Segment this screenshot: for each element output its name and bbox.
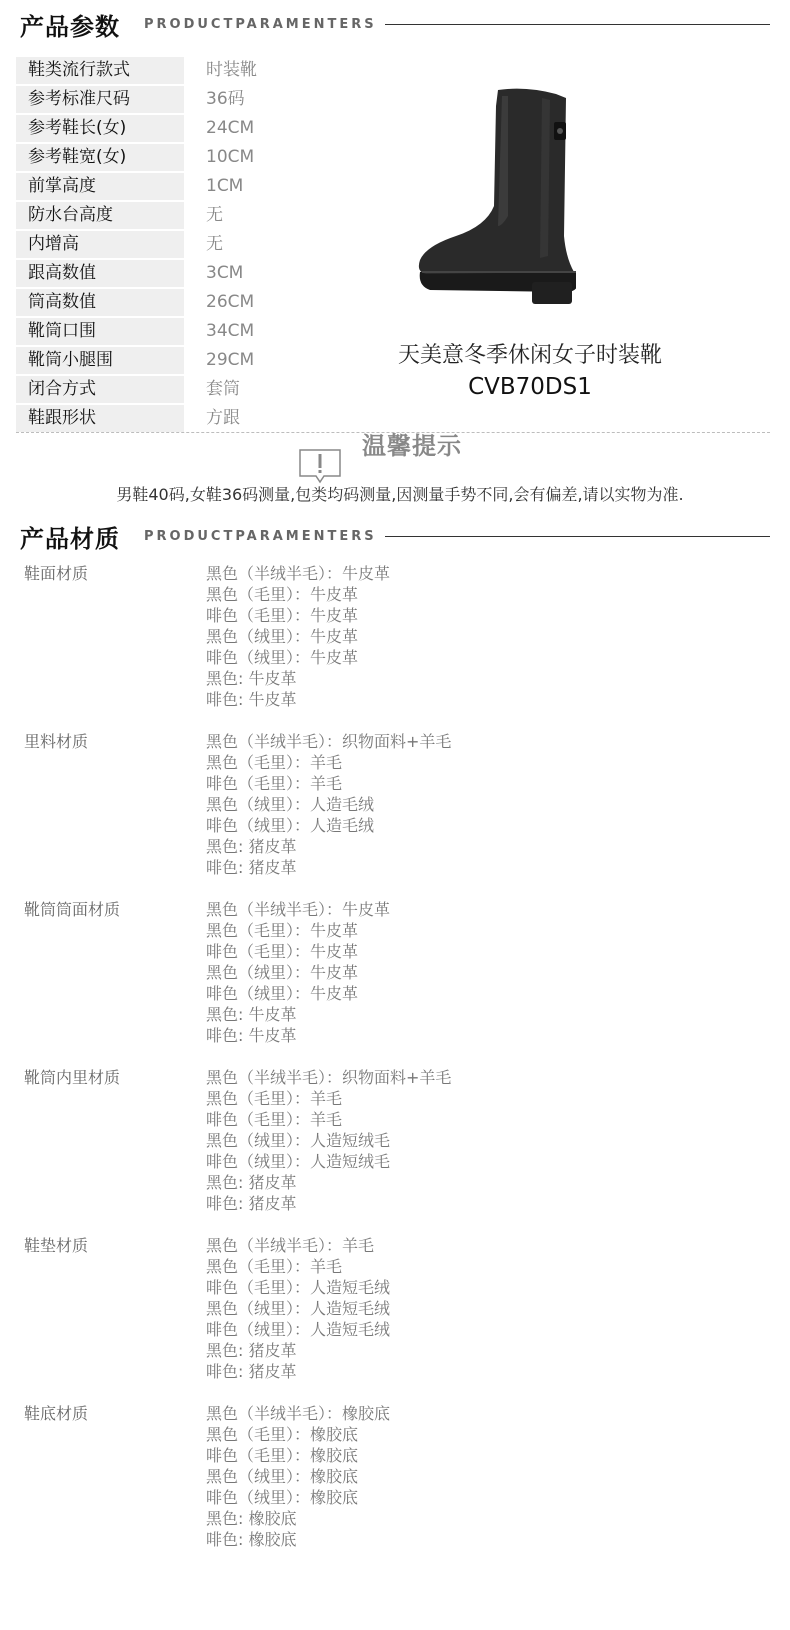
param-row [16, 260, 396, 289]
param-value: 套筒 [206, 379, 240, 399]
param-row [16, 86, 396, 115]
material-row [24, 731, 764, 878]
product-code: CVB70DS1 [468, 374, 592, 400]
param-row [16, 202, 396, 231]
material-line: 黑色（半绒半毛）：橡胶底 [206, 1404, 391, 1423]
param-label: 鞋类流行款式 [16, 57, 184, 86]
material-values [206, 899, 390, 1046]
material-values [206, 1403, 390, 1550]
material-line: 黑色（绒里）：橡胶底 [206, 1467, 359, 1486]
param-label: 参考标准尺码 [16, 86, 184, 115]
material-line: 黑色（毛里）：牛皮革 [206, 921, 359, 940]
material-values [206, 731, 451, 878]
product-name: 天美意冬季休闲女子时装靴 [397, 343, 662, 368]
param-row [16, 115, 396, 144]
material-label: 靴筒筒面材质 [24, 900, 121, 919]
notice-title: 温馨提示 [362, 432, 462, 460]
material-line: 黑色（毛里）：羊毛 [206, 1257, 343, 1276]
param-value: 时装靴 [206, 60, 257, 80]
param-row [16, 318, 396, 347]
param-value: 26CM [206, 292, 255, 312]
materials-subtitle: PRODUCTPARAMENTERS [144, 528, 377, 544]
material-line: 黑色: 牛皮革 [206, 669, 297, 688]
material-line: 黑色: 猪皮革 [206, 1173, 297, 1192]
params-subtitle: PRODUCTPARAMENTERS [144, 16, 377, 32]
param-label: 筒高数值 [16, 289, 184, 318]
material-line: 啡色（绒里）：人造短毛绒 [206, 1320, 391, 1339]
material-line: 黑色（半绒半毛）：织物面料+羊毛 [206, 732, 452, 751]
material-line: 啡色: 牛皮革 [206, 1026, 297, 1045]
material-line: 啡色（绒里）：人造毛绒 [206, 816, 375, 835]
param-row [16, 231, 396, 260]
param-row [16, 376, 396, 405]
param-label: 防水台高度 [16, 202, 184, 231]
param-value: 3CM [206, 263, 244, 283]
material-line: 黑色（半绒半毛）：牛皮革 [206, 900, 391, 919]
param-value: 1CM [206, 176, 244, 196]
material-label: 鞋垫材质 [24, 1236, 89, 1255]
material-line: 啡色（毛里）：羊毛 [206, 774, 343, 793]
materials-title: 产品材质 [20, 524, 120, 553]
params-title: 产品参数 [20, 12, 120, 41]
param-label: 靴筒口围 [16, 318, 184, 347]
param-value: 24CM [206, 118, 255, 138]
param-row [16, 405, 396, 434]
param-row [16, 57, 396, 86]
material-values [206, 1067, 451, 1214]
material-line: 啡色（毛里）：橡胶底 [206, 1446, 359, 1465]
material-label: 鞋面材质 [24, 564, 89, 583]
material-row [24, 1067, 764, 1214]
material-line: 黑色（绒里）：人造毛绒 [206, 795, 375, 814]
material-line: 啡色: 牛皮革 [206, 690, 297, 709]
param-value: 34CM [206, 321, 255, 341]
material-line: 黑色（毛里）：橡胶底 [206, 1425, 359, 1444]
param-row [16, 173, 396, 202]
material-line: 啡色（绒里）：牛皮革 [206, 984, 359, 1003]
material-line: 黑色（毛里）：牛皮革 [206, 585, 359, 604]
param-row [16, 144, 396, 173]
material-line: 黑色（绒里）：牛皮革 [206, 963, 359, 982]
material-line: 啡色（毛里）：牛皮革 [206, 606, 359, 625]
param-label: 跟高数值 [16, 260, 184, 289]
material-line: 黑色（绒里）：牛皮革 [206, 627, 359, 646]
material-line: 黑色（绒里）：人造短毛绒 [206, 1299, 391, 1318]
param-label: 内增高 [16, 231, 184, 260]
param-label: 鞋跟形状 [16, 405, 184, 434]
material-line: 黑色（毛里）：羊毛 [206, 1089, 343, 1108]
material-line: 啡色: 猪皮革 [206, 858, 297, 877]
material-label: 靴筒内里材质 [24, 1068, 121, 1087]
material-line: 黑色: 橡胶底 [206, 1509, 297, 1528]
material-label: 鞋底材质 [24, 1404, 89, 1423]
material-line: 黑色: 牛皮革 [206, 1005, 297, 1024]
material-line: 黑色（半绒半毛）：牛皮革 [206, 564, 391, 583]
material-line: 黑色: 猪皮革 [206, 1341, 297, 1360]
param-label: 参考鞋宽(女) [16, 144, 184, 173]
material-line: 黑色（绒里）：人造短绒毛 [206, 1131, 391, 1150]
material-line: 啡色（绒里）：人造短绒毛 [206, 1152, 391, 1171]
material-row [24, 563, 764, 710]
material-line: 黑色: 猪皮革 [206, 837, 297, 856]
param-value: 方跟 [206, 408, 240, 428]
material-row [24, 899, 764, 1046]
material-line: 啡色（毛里）：人造短毛绒 [206, 1278, 391, 1297]
material-values [206, 1235, 390, 1382]
param-row [16, 289, 396, 318]
header-rule [385, 536, 770, 537]
material-line: 黑色（毛里）：羊毛 [206, 753, 343, 772]
material-line: 啡色: 橡胶底 [206, 1530, 297, 1549]
material-line: 黑色（半绒半毛）：织物面料+羊毛 [206, 1068, 452, 1087]
notice-text: 男鞋40码,女鞋36码测量,包类均码测量,因测量手势不同,会有偏差,请以实物为准. [116, 485, 684, 504]
material-line: 啡色（毛里）：牛皮革 [206, 942, 359, 961]
material-label: 里料材质 [24, 732, 89, 751]
materials-list [24, 563, 764, 1550]
param-label: 参考鞋长(女) [16, 115, 184, 144]
param-value: 10CM [206, 147, 255, 167]
params-table [16, 57, 396, 434]
param-label: 靴筒小腿围 [16, 347, 184, 376]
param-label: 前掌高度 [16, 173, 184, 202]
material-line: 啡色: 猪皮革 [206, 1194, 297, 1213]
materials-section-header [20, 516, 770, 556]
param-row [16, 347, 396, 376]
material-values [206, 563, 390, 710]
material-line: 啡色（毛里）：羊毛 [206, 1110, 343, 1129]
param-value: 无 [206, 205, 223, 225]
param-value: 29CM [206, 350, 255, 370]
material-row [24, 1235, 764, 1382]
material-line: 啡色: 猪皮革 [206, 1362, 297, 1381]
params-section-header [20, 4, 770, 44]
boot-icon [416, 86, 576, 306]
material-line: 啡色（绒里）：橡胶底 [206, 1488, 359, 1507]
param-value: 36码 [206, 89, 245, 109]
header-rule [385, 24, 770, 25]
exclamation-speech-icon [298, 446, 342, 486]
param-value: 无 [206, 234, 223, 254]
material-line: 黑色（半绒半毛）：羊毛 [206, 1236, 375, 1255]
material-row [24, 1403, 764, 1550]
param-label: 闭合方式 [16, 376, 184, 405]
material-line: 啡色（绒里）：牛皮革 [206, 648, 359, 667]
